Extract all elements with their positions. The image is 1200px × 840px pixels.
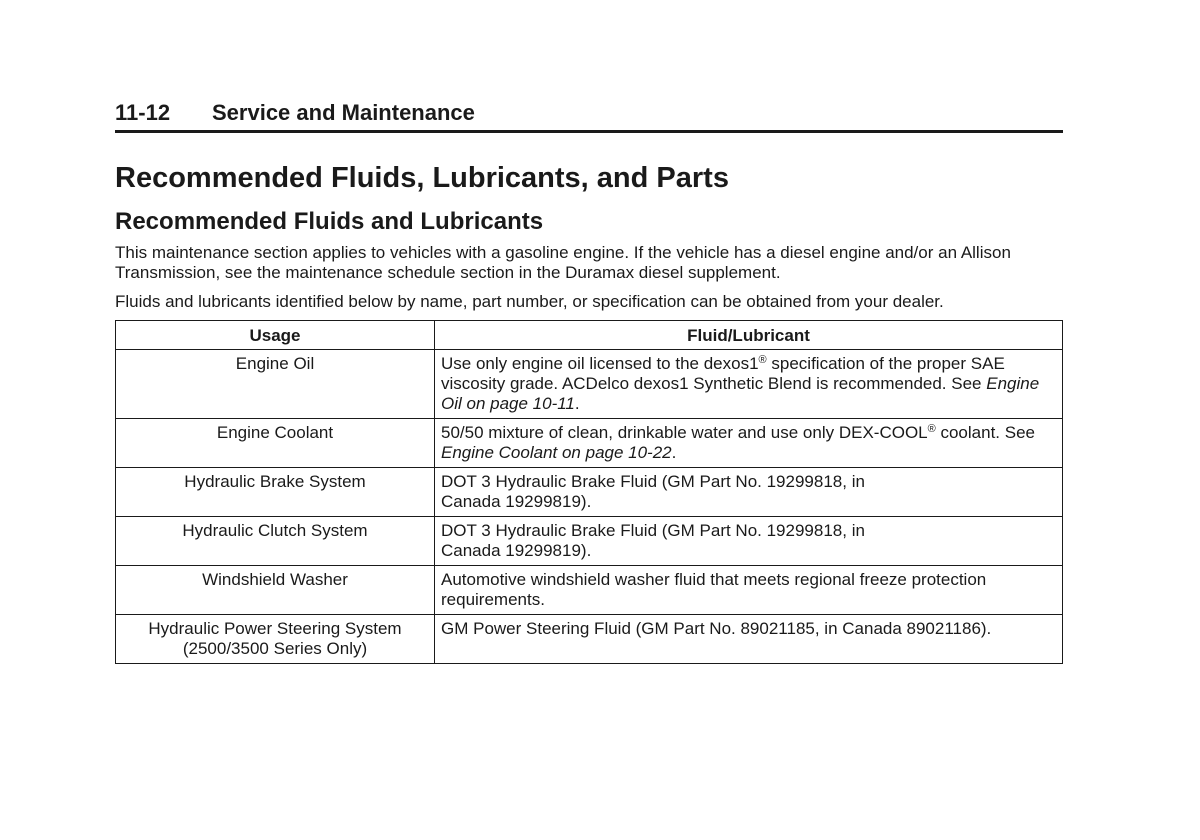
fluid-cell: GM Power Steering Fluid (GM Part No. 89021185, in Canada 89021186).: [435, 615, 1063, 664]
table-row: [116, 419, 1063, 468]
usage-text-line1: Hydraulic Power Steering System: [148, 619, 402, 638]
usage-cell: Windshield Washer: [116, 566, 435, 615]
fluid-cell: Automotive windshield washer fluid that meets regional freeze protection requirements.: [435, 566, 1063, 615]
fluid-text-line1: DOT 3 Hydraulic Brake Fluid (GM Part No. 19299818, in: [441, 472, 865, 491]
usage-text-line2: (2500/3500 Series Only): [182, 639, 368, 658]
registered-mark: ®: [758, 354, 767, 366]
page: [115, 100, 1063, 664]
fluid-text-end: .: [574, 394, 580, 413]
registered-mark: ®: [927, 423, 936, 435]
table-row: [116, 350, 1063, 419]
fluid-text: Use only engine oil licensed to the dexos1: [441, 354, 759, 373]
table-row: [116, 566, 1063, 615]
fluid-text: 50/50 mixture of clean, drinkable water and use only DEX-COOL: [441, 423, 928, 442]
fluid-cell: [435, 468, 1063, 517]
table-header-row: [116, 321, 1063, 350]
fluid-text-end: .: [671, 443, 677, 462]
fluids-table: [115, 320, 1063, 664]
fluid-text-line1: DOT 3 Hydraulic Brake Fluid (GM Part No. 19299818, in: [441, 521, 865, 540]
column-header-fluid: Fluid/Lubricant: [435, 321, 1063, 350]
fluid-text-line2: Canada 19299819).: [441, 541, 592, 560]
intro-paragraph-2: Fluids and lubricants identified below by name, part number, or specification can be obtained from your dealer.: [115, 292, 944, 311]
fluid-cell: [435, 517, 1063, 566]
fluid-cell: [435, 419, 1063, 468]
table-row: [116, 517, 1063, 566]
page-number: 11-12: [115, 100, 171, 125]
intro-paragraph: This maintenance section applies to vehicles with a gasoline engine. If the vehicle has a diesel engine and/or an Allison Transmission, see the maintenance schedule section in the Duramax diesel supplement.: [115, 243, 1011, 282]
section-title: Service and Maintenance: [212, 100, 475, 125]
column-header-usage: Usage: [116, 321, 435, 350]
fluid-text-line2: Canada 19299819).: [441, 492, 592, 511]
usage-cell: Engine Oil: [116, 350, 435, 419]
fluid-text: specification of the proper SAE viscosity grade. ACDelco dexos1 Synthetic Blend is recommended. See: [441, 354, 1005, 393]
table-row: [116, 615, 1063, 664]
fluid-cell: [435, 350, 1063, 419]
usage-cell: Engine Coolant: [116, 419, 435, 468]
table-row: [116, 468, 1063, 517]
fluid-text: coolant. See: [935, 423, 1035, 442]
section-subtitle: Recommended Fluids and Lubricants: [115, 208, 544, 235]
usage-cell: Hydraulic Clutch System: [116, 517, 435, 566]
page-reference: Engine Oil on page 10-11: [441, 374, 1040, 413]
usage-cell: [116, 615, 435, 664]
page-reference: Engine Coolant on page 10-22: [441, 443, 672, 462]
usage-cell: Hydraulic Brake System: [116, 468, 435, 517]
running-header: [115, 100, 1063, 133]
page-title: Recommended Fluids, Lubricants, and Parts: [115, 162, 729, 194]
